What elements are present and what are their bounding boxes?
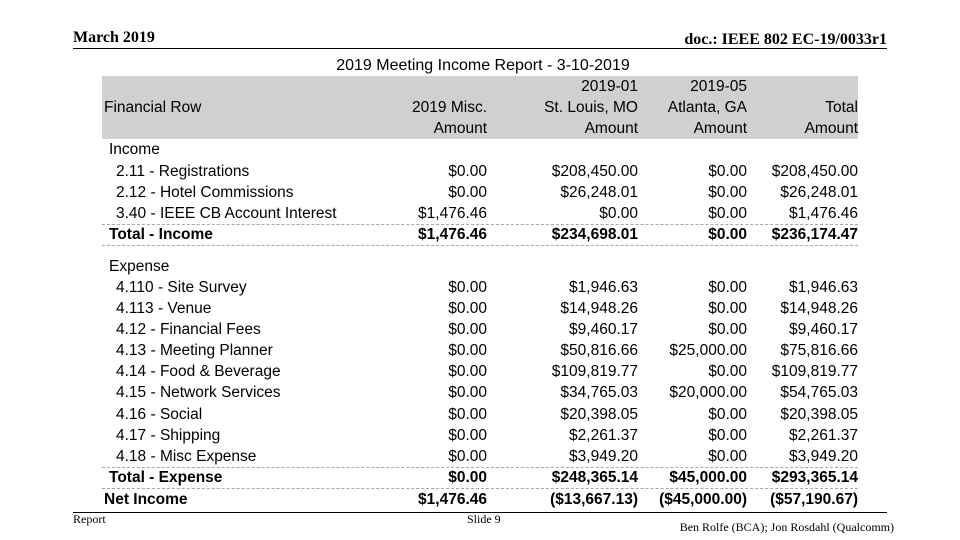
- column-header-misc-amount: [412, 97, 487, 139]
- row-label: 2.12 - Hotel Commissions: [116, 184, 294, 201]
- row-label: 4.14 - Food & Beverage: [116, 363, 281, 380]
- total-amount-cell: $3,949.20: [789, 448, 858, 465]
- atlanta-amount-cell: ($45,000.00): [659, 491, 747, 508]
- footer-authors: Ben Rolfe (BCA); Jon Rosdahl (Qualcomm): [679, 520, 894, 534]
- row-label: 4.113 - Venue: [116, 300, 212, 317]
- atlanta-amount-cell: $0.00: [708, 448, 747, 465]
- table-row: [102, 361, 858, 382]
- table-row: [102, 161, 858, 182]
- row-label: Net Income: [104, 491, 188, 508]
- total-amount-cell: $1,476.46: [789, 205, 858, 222]
- total-amount-cell: $54,765.03: [780, 384, 858, 401]
- row-label: 4.13 - Meeting Planner: [116, 342, 273, 359]
- atlanta-amount-cell: $0.00: [708, 300, 747, 317]
- misc-amount-cell: $0.00: [448, 184, 487, 201]
- misc-amount-cell: $0.00: [448, 321, 487, 338]
- misc-amount-cell: $0.00: [448, 279, 487, 296]
- total-amount-cell: $1,946.63: [789, 279, 858, 296]
- table-row: [102, 277, 858, 298]
- column-header-text: 2019 Misc.: [412, 99, 487, 116]
- misc-amount-cell: $0.00: [448, 384, 487, 401]
- row-label: Total - Income: [109, 226, 213, 243]
- st-louis-amount-cell: $9,460.17: [569, 321, 638, 338]
- column-header-financial-row: [104, 97, 201, 118]
- table-row: [102, 203, 858, 224]
- st-louis-amount-cell: $109,819.77: [551, 363, 638, 380]
- total-amount-cell: $109,819.77: [771, 363, 858, 380]
- st-louis-amount-cell: $50,816.66: [560, 342, 638, 359]
- row-label: Expense: [109, 258, 170, 275]
- column-header-text: Amount: [433, 120, 487, 137]
- st-louis-amount-cell: $2,261.37: [569, 427, 638, 444]
- atlanta-amount-cell: $0.00: [708, 226, 747, 243]
- st-louis-amount-cell: $234,698.01: [551, 226, 638, 243]
- total-amount-cell: $208,450.00: [771, 163, 858, 180]
- table-row: [102, 182, 858, 203]
- total-amount-cell: ($57,190.67): [770, 491, 858, 508]
- column-header-text: St. Louis, MO: [544, 99, 638, 116]
- report-title: [0, 57, 960, 75]
- misc-amount-cell: $1,476.46: [418, 491, 487, 508]
- st-louis-amount-cell: $34,765.03: [560, 384, 638, 401]
- table-row: [102, 340, 858, 361]
- st-louis-amount-cell: $26,248.01: [560, 184, 638, 201]
- total-amount-cell: $14,948.26: [780, 300, 858, 317]
- st-louis-amount-cell: $3,949.20: [569, 448, 638, 465]
- slide-date: March 2019: [73, 29, 155, 46]
- row-label: 4.16 - Social: [116, 406, 203, 423]
- misc-amount-cell: $0.00: [448, 469, 487, 486]
- column-header-text: 2019-01: [581, 78, 638, 95]
- column-header-text: 2019-05: [690, 78, 747, 95]
- st-louis-amount-cell: $0.00: [599, 205, 638, 222]
- table-row: [102, 298, 858, 319]
- row-label: 2.11 - Registrations: [116, 163, 250, 180]
- table-section-heading: [102, 139, 858, 160]
- atlanta-amount-cell: $0.00: [708, 321, 747, 338]
- st-louis-amount-cell: $20,398.05: [560, 406, 638, 423]
- row-label: 4.12 - Financial Fees: [116, 321, 261, 338]
- footer-label: Report: [73, 512, 106, 526]
- column-header-total-amount: [805, 97, 858, 139]
- row-label: Income: [109, 141, 160, 158]
- column-header-text: Total: [825, 99, 858, 116]
- st-louis-amount-cell: $14,948.26: [560, 300, 638, 317]
- total-amount-cell: $75,816.66: [780, 342, 858, 359]
- total-amount-cell: $293,365.14: [771, 469, 858, 486]
- misc-amount-cell: $0.00: [448, 300, 487, 317]
- atlanta-amount-cell: $0.00: [708, 363, 747, 380]
- misc-amount-cell: $0.00: [448, 427, 487, 444]
- table-total-row: [102, 467, 858, 488]
- total-amount-cell: $236,174.47: [771, 226, 858, 243]
- row-label: 4.110 - Site Survey: [116, 279, 247, 296]
- column-header-text: Amount: [693, 120, 747, 137]
- atlanta-amount-cell: $45,000.00: [669, 469, 747, 486]
- atlanta-amount-cell: $0.00: [708, 163, 747, 180]
- misc-amount-cell: $0.00: [448, 448, 487, 465]
- column-header-text: Amount: [804, 120, 858, 137]
- row-label: 4.17 - Shipping: [116, 427, 221, 444]
- misc-amount-cell: $0.00: [448, 406, 487, 423]
- report-title-text: 2019 Meeting Income Report - 3-10-2019: [336, 57, 630, 74]
- column-header-text: Amount: [584, 120, 638, 137]
- table-row: [102, 404, 858, 425]
- table-row: [102, 382, 858, 403]
- misc-amount-cell: $1,476.46: [418, 226, 487, 243]
- table-total-row: [102, 224, 858, 245]
- atlanta-amount-cell: $25,000.00: [669, 342, 747, 359]
- st-louis-amount-cell: $1,946.63: [569, 279, 638, 296]
- st-louis-amount-cell: ($13,667.13): [550, 491, 638, 508]
- table-row: [102, 319, 858, 340]
- document-id: doc.: IEEE 802 EC-19/0033r1: [684, 31, 887, 48]
- dotted-rule: [102, 245, 858, 246]
- table-row: [102, 425, 858, 446]
- atlanta-amount-cell: $0.00: [708, 205, 747, 222]
- row-label: 4.15 - Network Services: [116, 384, 281, 401]
- row-label: 4.18 - Misc Expense: [116, 448, 257, 465]
- header-divider: [73, 48, 887, 49]
- column-header-atlanta-amount: [668, 76, 747, 139]
- atlanta-amount-cell: $0.00: [708, 406, 747, 423]
- slide-number: Slide 9: [467, 512, 501, 526]
- total-amount-cell: $9,460.17: [789, 321, 858, 338]
- atlanta-amount-cell: $0.00: [708, 279, 747, 296]
- atlanta-amount-cell: $20,000.00: [669, 384, 747, 401]
- misc-amount-cell: $0.00: [448, 342, 487, 359]
- table-section-heading: [102, 256, 858, 277]
- atlanta-amount-cell: $0.00: [708, 427, 747, 444]
- misc-amount-cell: $0.00: [448, 163, 487, 180]
- total-amount-cell: $20,398.05: [780, 406, 858, 423]
- column-header-text: Financial Row: [104, 99, 202, 116]
- st-louis-amount-cell: $248,365.14: [551, 469, 638, 486]
- misc-amount-cell: $1,476.46: [418, 205, 487, 222]
- table-total-row: [102, 489, 858, 510]
- table-row: [102, 446, 858, 467]
- misc-amount-cell: $0.00: [448, 363, 487, 380]
- row-label: Total - Expense: [109, 469, 223, 486]
- total-amount-cell: $2,261.37: [789, 427, 858, 444]
- column-header-st-louis-amount: [544, 76, 638, 139]
- st-louis-amount-cell: $208,450.00: [551, 163, 638, 180]
- column-header-text: Atlanta, GA: [667, 99, 747, 116]
- row-label: 3.40 - IEEE CB Account Interest: [116, 205, 337, 222]
- atlanta-amount-cell: $0.00: [708, 184, 747, 201]
- total-amount-cell: $26,248.01: [780, 184, 858, 201]
